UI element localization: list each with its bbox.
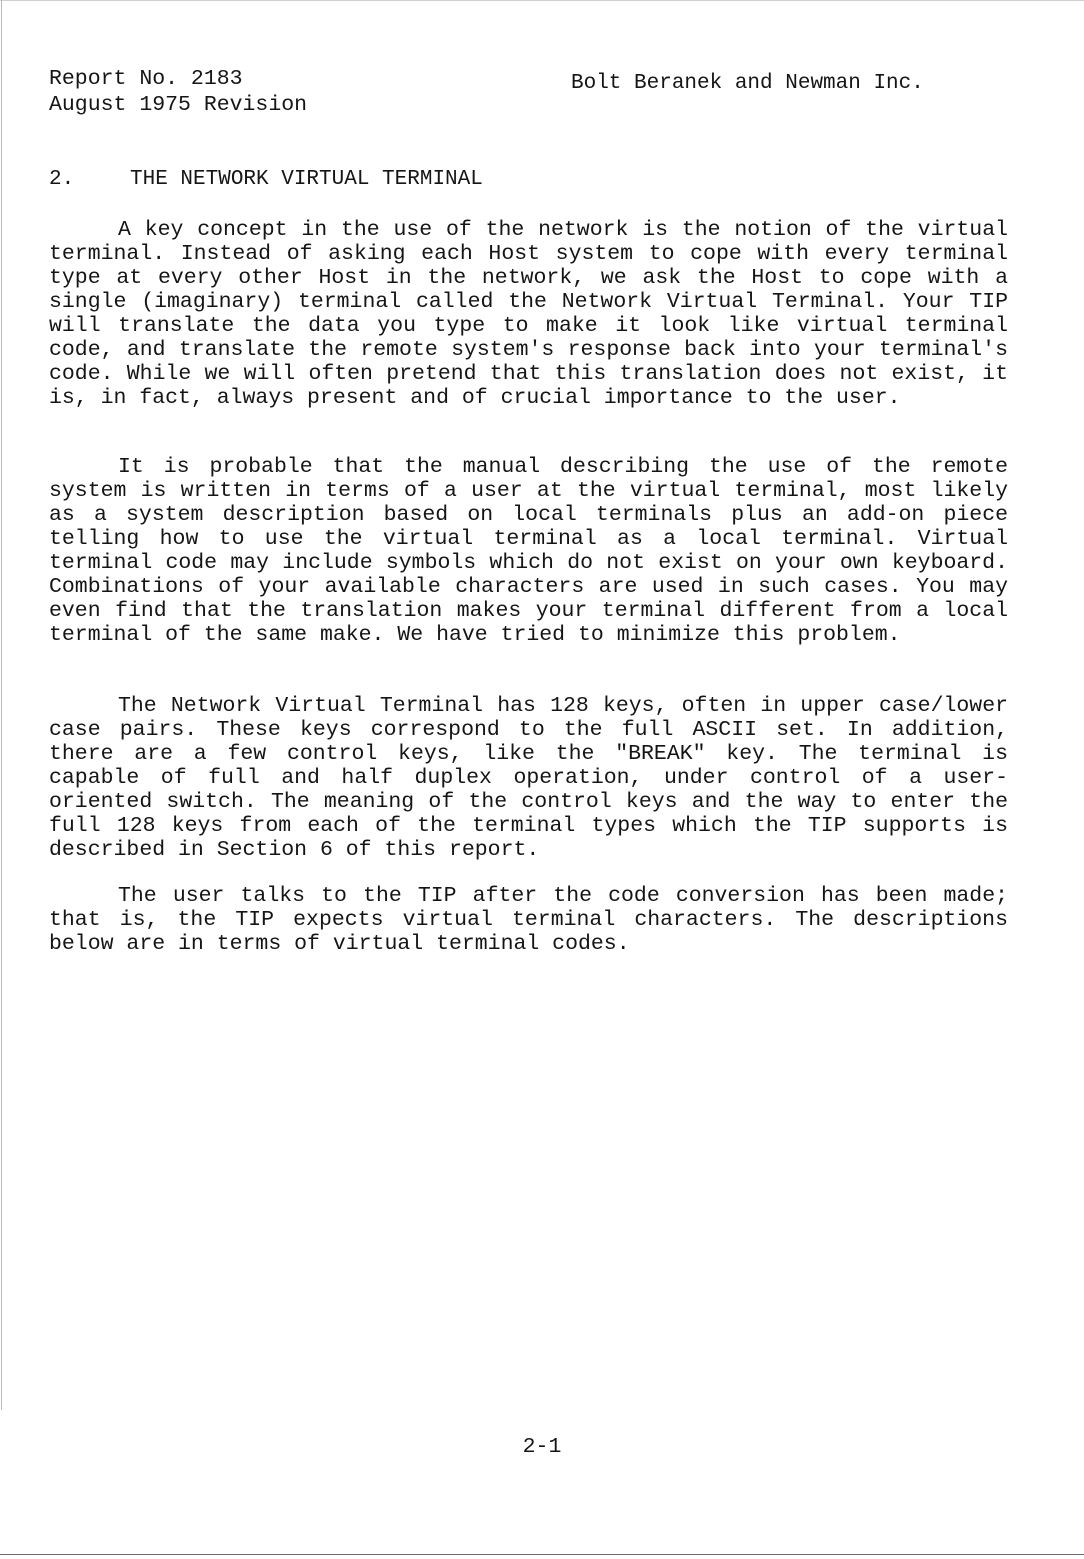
scan-edge-left [1, 0, 2, 1410]
paragraph-virtual-terminal-concept: A key concept in the use of the network is the notion of the virtual terminal. Instead of asking each Host system to cope with every terminal type at every other Host in the network, we ask the Host to cope with a single (imaginary) terminal called the Network Virtual Terminal. Your TIP will translate the data you type to make it look like virtual terminal code, and translate the remote system's response back into your terminal's code. While we will often pretend that this translation does not exist, it is, in fact, always present and of crucial importance to the user. [49, 218, 1008, 410]
paragraph-code-conversion: The user talks to the TIP after the code conversion has been made; that is, the TIP expects virtual terminal characters. The descriptions below are in terms of virtual terminal codes. [49, 884, 1008, 956]
paragraph-terminal-keys: The Network Virtual Terminal has 128 keys, often in upper case/lower case pairs. These keys correspond to the full ASCII set. In addition, there are a few control keys, like the "BREAK" key. The terminal is capable of full and half duplex operation, under control of a user-oriented switch. The meaning of the control keys and the way to enter the full 128 keys from each of the terminal types which the TIP supports is described in Section 6 of this report. [49, 694, 1008, 862]
section-heading [49, 167, 483, 193]
page-number: 2-1 [522, 1435, 562, 1459]
report-number: Report No. 2183 [49, 67, 243, 91]
organization-name: Bolt Beranek and Newman Inc. [571, 72, 924, 95]
report-revision: August 1975 Revision [49, 93, 308, 117]
section-number: 2. [49, 168, 75, 191]
section-title: THE NETWORK VIRTUAL TERMINAL [130, 168, 483, 191]
report-header [49, 66, 307, 118]
paragraph-remote-system-manual: It is probable that the manual describing the use of the remote system is written in terms of a user at the virtual terminal, most likely as a system description based on local terminals plus an add-on piece telling how to use the virtual terminal as a local terminal. Virtual terminal code may include symbols which do not exist on your own keyboard. Combinations of your available characters are used in such cases. You may even find that the translation makes your terminal different from a local terminal of the same make. We have tried to minimize this problem. [49, 455, 1008, 647]
scan-edge-bottom [0, 1554, 1084, 1555]
scan-edge-top [0, 0, 1084, 1]
